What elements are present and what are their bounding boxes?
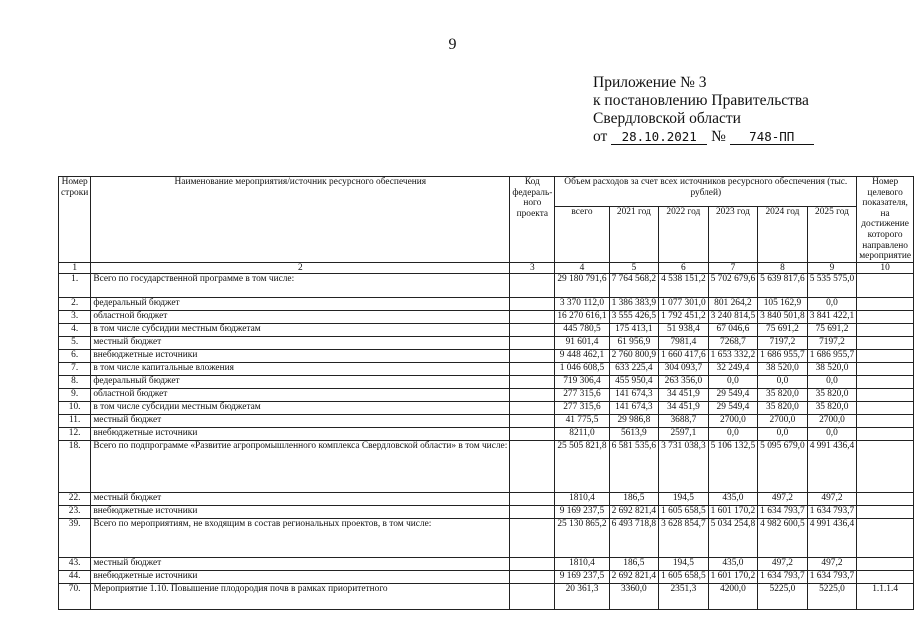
column-number: 1: [59, 262, 91, 274]
row-2021: 141 674,3: [609, 389, 659, 402]
row-2024: 0,0: [758, 428, 808, 441]
table-row: [59, 350, 914, 363]
row-total: 20 361,3: [555, 584, 609, 610]
row-name: местный бюджет: [91, 493, 510, 506]
row-2022: 7981,4: [659, 337, 709, 350]
row-2024: 4 982 600,5: [758, 519, 808, 558]
table-row: [59, 363, 914, 376]
row-2021: 186,5: [609, 493, 659, 506]
row-2021: 29 986,8: [609, 415, 659, 428]
row-2025: 38 520,0: [807, 363, 857, 376]
row-2023: 4200,0: [708, 584, 758, 610]
row-code: [510, 350, 555, 363]
row-total: 445 780,5: [555, 324, 609, 337]
table-row: [59, 337, 914, 350]
row-2021: 1 386 383,9: [609, 298, 659, 311]
row-name: местный бюджет: [91, 415, 510, 428]
row-code: [510, 376, 555, 389]
row-2025: 0,0: [807, 376, 857, 389]
row-code: [510, 441, 555, 493]
row-2023: 7268,7: [708, 337, 758, 350]
decree-number: 748-ПП: [730, 129, 814, 145]
row-2022: 34 451,9: [659, 389, 709, 402]
row-2022: 2351,3: [659, 584, 709, 610]
row-2025: 1 634 793,7: [807, 506, 857, 519]
row-2022: 1 605 658,5: [659, 506, 709, 519]
row-2024: 0,0: [758, 376, 808, 389]
row-2022: 4 538 151,2: [659, 274, 709, 298]
row-total: 1810,4: [555, 558, 609, 571]
header-2023: 2023 год: [708, 207, 758, 262]
row-target: [857, 311, 914, 324]
row-target: [857, 350, 914, 363]
row-target: [857, 337, 914, 350]
row-total: 3 370 112,0: [555, 298, 609, 311]
row-2021: 7 764 568,2: [609, 274, 659, 298]
column-number: 10: [857, 262, 914, 274]
row-number: 18.: [59, 441, 91, 493]
column-number: 6: [659, 262, 709, 274]
table-row: [59, 506, 914, 519]
row-number: 39.: [59, 519, 91, 558]
appendix-title: Приложение № 3: [593, 74, 707, 91]
row-2025: 497,2: [807, 558, 857, 571]
row-2025: 35 820,0: [807, 389, 857, 402]
row-name: внебюджетные источники: [91, 571, 510, 584]
row-total: 91 601,4: [555, 337, 609, 350]
row-total: 41 775,5: [555, 415, 609, 428]
row-2022: 263 356,0: [659, 376, 709, 389]
row-name: в том числе капитальные вложения: [91, 363, 510, 376]
row-2024: 35 820,0: [758, 402, 808, 415]
row-2021: 141 674,3: [609, 402, 659, 415]
column-number: 9: [807, 262, 857, 274]
row-number: 6.: [59, 350, 91, 363]
row-2024: 5 639 817,6: [758, 274, 808, 298]
column-numbers-row: [59, 262, 914, 274]
row-2022: 1 605 658,5: [659, 571, 709, 584]
table-row: [59, 571, 914, 584]
row-target: [857, 506, 914, 519]
row-number: 1.: [59, 274, 91, 298]
row-2023: 1 601 170,2: [708, 506, 758, 519]
row-2023: 435,0: [708, 558, 758, 571]
row-number: 5.: [59, 337, 91, 350]
row-number: 22.: [59, 493, 91, 506]
row-name: федеральный бюджет: [91, 298, 510, 311]
row-number: 2.: [59, 298, 91, 311]
row-code: [510, 584, 555, 610]
appendix-block: [593, 74, 814, 146]
column-number: 2: [91, 262, 510, 274]
row-number: 70.: [59, 584, 91, 610]
row-number: 4.: [59, 324, 91, 337]
row-2022: 34 451,9: [659, 402, 709, 415]
row-2023: 67 046,6: [708, 324, 758, 337]
row-target: [857, 274, 914, 298]
decree-date: 28.10.2021: [611, 129, 707, 145]
table-row: [59, 428, 914, 441]
row-name: внебюджетные источники: [91, 428, 510, 441]
row-code: [510, 519, 555, 558]
row-2023: 435,0: [708, 493, 758, 506]
row-target: [857, 324, 914, 337]
row-2022: 1 792 451,2: [659, 311, 709, 324]
row-target: [857, 363, 914, 376]
row-total: 1 046 608,5: [555, 363, 609, 376]
row-total: 9 169 237,5: [555, 571, 609, 584]
row-name: в том числе субсидии местным бюджетам: [91, 324, 510, 337]
header-volume: Объем расходов за счет всех источников ресурсного обеспечения (тыс. рублей): [555, 177, 857, 207]
row-2023: 1 653 332,2: [708, 350, 758, 363]
row-2021: 61 956,9: [609, 337, 659, 350]
row-2025: 35 820,0: [807, 402, 857, 415]
row-2025: 497,2: [807, 493, 857, 506]
row-2023: 32 249,4: [708, 363, 758, 376]
row-code: [510, 571, 555, 584]
row-code: [510, 493, 555, 506]
column-number: 5: [609, 262, 659, 274]
row-target: [857, 415, 914, 428]
table-row: [59, 519, 914, 558]
row-code: [510, 311, 555, 324]
row-code: [510, 428, 555, 441]
row-2024: 1 634 793,7: [758, 571, 808, 584]
table-row: [59, 274, 914, 298]
table-row: [59, 376, 914, 389]
row-2021: 175 413,1: [609, 324, 659, 337]
row-number: 7.: [59, 363, 91, 376]
table-row: [59, 402, 914, 415]
row-2025: 4 991 436,4: [807, 441, 857, 493]
row-target: [857, 298, 914, 311]
row-name: Всего по подпрограмме «Развитие агропромышленного комплекса Свердловской области» в том числе:: [91, 441, 510, 493]
row-name: Мероприятие 1.10. Повышение плодородия почв в рамках приоритетного: [91, 584, 510, 610]
row-2023: 5 034 254,8: [708, 519, 758, 558]
row-name: в том числе субсидии местным бюджетам: [91, 402, 510, 415]
row-2025: 1 634 793,7: [807, 571, 857, 584]
row-code: [510, 363, 555, 376]
header-total: всего: [555, 207, 609, 262]
appendix-decree-line: к постановлению Правительства: [593, 92, 809, 109]
row-2023: 5 702 679,6: [708, 274, 758, 298]
from-label: от: [593, 128, 608, 145]
row-name: областной бюджет: [91, 311, 510, 324]
table-row: [59, 389, 914, 402]
row-2021: 2 692 821,4: [609, 571, 659, 584]
row-target: [857, 571, 914, 584]
row-target: [857, 519, 914, 558]
table-row: [59, 415, 914, 428]
row-2025: 5 535 575,0: [807, 274, 857, 298]
row-total: 9 448 462,1: [555, 350, 609, 363]
row-name: местный бюджет: [91, 558, 510, 571]
header-2025: 2025 год: [807, 207, 857, 262]
row-code: [510, 337, 555, 350]
row-2021: 5613,9: [609, 428, 659, 441]
row-2023: 1 601 170,2: [708, 571, 758, 584]
row-2022: 51 938,4: [659, 324, 709, 337]
table-row: [59, 298, 914, 311]
row-target: 1.1.1.4: [857, 584, 914, 610]
header-code: Код федераль-ного проекта: [510, 177, 555, 263]
row-2022: 194,5: [659, 493, 709, 506]
row-total: 719 306,4: [555, 376, 609, 389]
column-number: 4: [555, 262, 609, 274]
row-2022: 1 660 417,6: [659, 350, 709, 363]
table-row: [59, 311, 914, 324]
row-2024: 38 520,0: [758, 363, 808, 376]
row-2024: 1 686 955,7: [758, 350, 808, 363]
header-2021: 2021 год: [609, 207, 659, 262]
header-2022: 2022 год: [659, 207, 709, 262]
row-2023: 0,0: [708, 376, 758, 389]
row-2023: 5 106 132,5: [708, 441, 758, 493]
row-code: [510, 389, 555, 402]
row-total: 9 169 237,5: [555, 506, 609, 519]
row-number: 23.: [59, 506, 91, 519]
row-2021: 455 950,4: [609, 376, 659, 389]
table-row: [59, 441, 914, 493]
row-2023: 801 264,2: [708, 298, 758, 311]
row-number: 8.: [59, 376, 91, 389]
row-total: 16 270 616,1: [555, 311, 609, 324]
column-number: 8: [758, 262, 808, 274]
row-2024: 497,2: [758, 558, 808, 571]
row-name: местный бюджет: [91, 337, 510, 350]
row-2025: 5225,0: [807, 584, 857, 610]
row-2025: 4 991 436,4: [807, 519, 857, 558]
row-total: 25 505 821,8: [555, 441, 609, 493]
row-target: [857, 493, 914, 506]
row-2024: 2700,0: [758, 415, 808, 428]
table-row: [59, 584, 914, 610]
row-name: областной бюджет: [91, 389, 510, 402]
row-number: 9.: [59, 389, 91, 402]
row-2021: 186,5: [609, 558, 659, 571]
row-2024: 7197,2: [758, 337, 808, 350]
row-2024: 1 634 793,7: [758, 506, 808, 519]
row-2023: 29 549,4: [708, 402, 758, 415]
row-2021: 2 760 800,9: [609, 350, 659, 363]
row-2022: 3688,7: [659, 415, 709, 428]
resource-table: [58, 176, 914, 610]
row-code: [510, 558, 555, 571]
row-2024: 5 095 679,0: [758, 441, 808, 493]
row-code: [510, 415, 555, 428]
row-2025: 7197,2: [807, 337, 857, 350]
row-2025: 0,0: [807, 428, 857, 441]
row-total: 29 180 791,6: [555, 274, 609, 298]
row-2025: 75 691,2: [807, 324, 857, 337]
table-row: [59, 324, 914, 337]
page-number: 9: [448, 36, 457, 53]
row-2022: 194,5: [659, 558, 709, 571]
header-2024: 2024 год: [758, 207, 808, 262]
row-2024: 5225,0: [758, 584, 808, 610]
row-code: [510, 402, 555, 415]
row-target: [857, 389, 914, 402]
column-number: 7: [708, 262, 758, 274]
row-2023: 29 549,4: [708, 389, 758, 402]
row-target: [857, 376, 914, 389]
row-2022: 304 093,7: [659, 363, 709, 376]
row-2021: 6 493 718,8: [609, 519, 659, 558]
row-total: 25 130 865,2: [555, 519, 609, 558]
row-2024: 105 162,9: [758, 298, 808, 311]
row-2021: 6 581 535,6: [609, 441, 659, 493]
row-2023: 3 240 814,5: [708, 311, 758, 324]
row-2022: 1 077 301,0: [659, 298, 709, 311]
row-total: 277 315,6: [555, 402, 609, 415]
row-code: [510, 274, 555, 298]
row-total: 8211,0: [555, 428, 609, 441]
row-2021: 3 555 426,5: [609, 311, 659, 324]
row-name: внебюджетные источники: [91, 506, 510, 519]
row-target: [857, 441, 914, 493]
row-2021: 3360,0: [609, 584, 659, 610]
row-total: 1810,4: [555, 493, 609, 506]
header-target: Номер целевого показателя, на достижение которого направлено мероприятие: [857, 177, 914, 263]
header-name: Наименование мероприятия/источник ресурсного обеспечения: [91, 177, 510, 263]
row-number: 43.: [59, 558, 91, 571]
row-2025: 1 686 955,7: [807, 350, 857, 363]
row-2021: 633 225,4: [609, 363, 659, 376]
row-2024: 75 691,2: [758, 324, 808, 337]
row-number: 44.: [59, 571, 91, 584]
row-number: 3.: [59, 311, 91, 324]
row-2023: 2700,0: [708, 415, 758, 428]
row-name: Всего по государственной программе в том числе:: [91, 274, 510, 298]
row-2024: 35 820,0: [758, 389, 808, 402]
row-2023: 0,0: [708, 428, 758, 441]
row-target: [857, 558, 914, 571]
row-2022: 2597,1: [659, 428, 709, 441]
row-number: 11.: [59, 415, 91, 428]
row-2024: 3 840 501,8: [758, 311, 808, 324]
number-label: №: [711, 128, 726, 145]
row-name: федеральный бюджет: [91, 376, 510, 389]
row-number: 12.: [59, 428, 91, 441]
table-row: [59, 558, 914, 571]
row-target: [857, 428, 914, 441]
row-2025: 0,0: [807, 298, 857, 311]
appendix-region-line: Свердловской области: [593, 110, 741, 127]
row-code: [510, 324, 555, 337]
row-number: 10.: [59, 402, 91, 415]
row-target: [857, 402, 914, 415]
row-name: внебюджетные источники: [91, 350, 510, 363]
column-number: 3: [510, 262, 555, 274]
row-2022: 3 731 038,3: [659, 441, 709, 493]
row-name: Всего по мероприятиям, не входящим в состав региональных проектов, в том числе:: [91, 519, 510, 558]
row-code: [510, 298, 555, 311]
row-total: 277 315,6: [555, 389, 609, 402]
table-row: [59, 493, 914, 506]
appendix-date-line: [593, 128, 814, 146]
row-2025: 2700,0: [807, 415, 857, 428]
row-2022: 3 628 854,7: [659, 519, 709, 558]
row-code: [510, 506, 555, 519]
row-2021: 2 692 821,4: [609, 506, 659, 519]
row-2024: 497,2: [758, 493, 808, 506]
header-row-number: Номер строки: [59, 177, 91, 263]
row-2025: 3 841 422,1: [807, 311, 857, 324]
